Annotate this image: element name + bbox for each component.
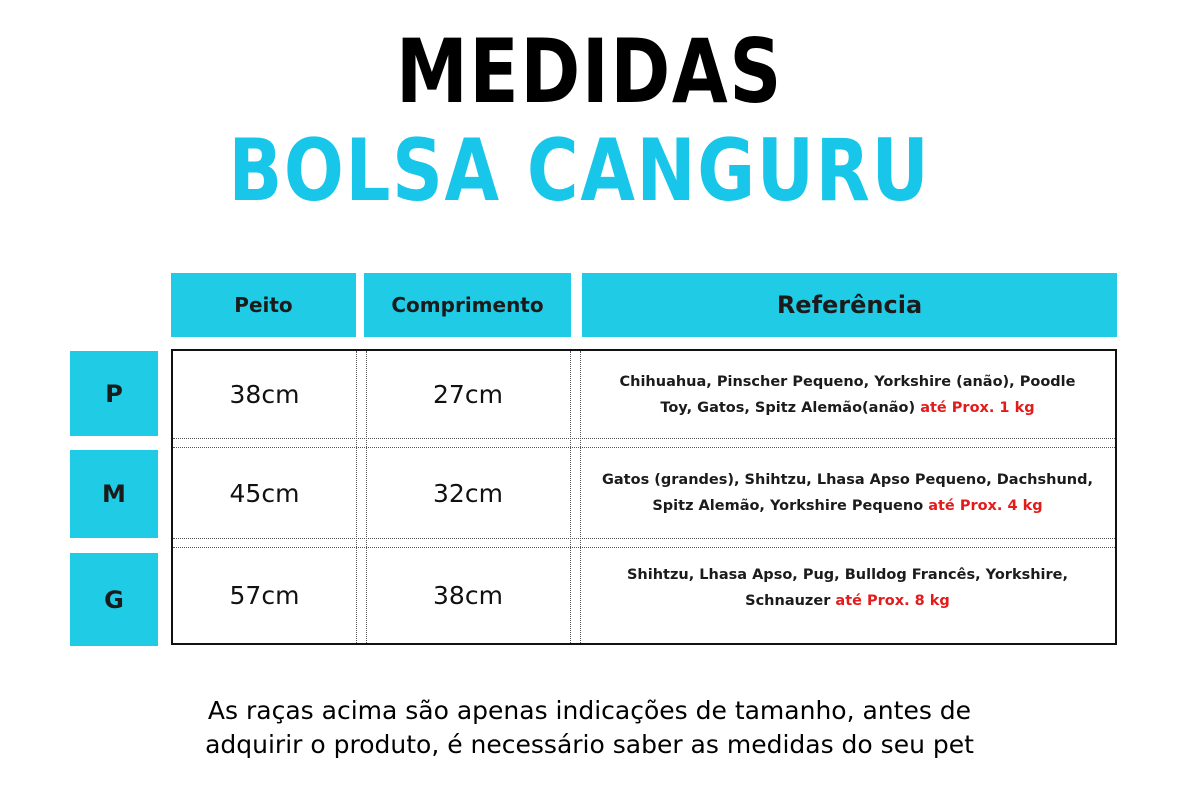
weight-limit: até Prox. 8 kg <box>835 593 950 609</box>
referencia-text: Toy, Gatos, Spitz Alemão(anão) <box>660 399 921 416</box>
size-label-g: G <box>70 553 158 646</box>
header-peito: Peito <box>171 273 356 337</box>
referencia-text: Chihuahua, Pinscher Pequeno, Yorkshire (anão), Poodle <box>619 373 1076 390</box>
cell-referencia <box>580 548 1115 628</box>
cell-comprimento: 38cm <box>433 581 503 610</box>
title-bolsa-canguru: BOLSA CANGURU <box>228 121 931 221</box>
disclaimer-line: As raças acima são apenas indicações de tamanho, antes de <box>207 696 972 725</box>
disclaimer-line: adquirir o produto, é necessário saber as medidas do seu pet <box>205 730 974 759</box>
row-divider <box>173 538 1115 548</box>
weight-limit: até Prox. 4 kg <box>928 498 1043 514</box>
cell-referencia <box>580 351 1115 438</box>
title-medidas: MEDIDAS <box>395 20 784 123</box>
weight-limit: até Prox. 1 kg <box>920 399 1035 416</box>
cell-peito: 57cm <box>229 581 300 610</box>
disclaimer-text <box>0 694 1179 762</box>
column-divider <box>356 351 357 643</box>
column-divider <box>570 351 571 643</box>
cell-referencia <box>580 448 1115 538</box>
referencia-text: Schnauzer <box>745 593 836 609</box>
cell-peito: 45cm <box>229 478 300 508</box>
referencia-text: Gatos (grandes), Shihtzu, Lhasa Apso Pequeno, Dachshund, <box>602 472 1093 488</box>
cell-comprimento: 32cm <box>433 478 503 508</box>
header-comprimento: Comprimento <box>364 273 571 337</box>
measurement-table <box>171 349 1117 645</box>
cell-peito: 38cm <box>229 380 300 409</box>
row-divider <box>173 438 1115 448</box>
cell-comprimento: 27cm <box>433 380 503 409</box>
referencia-text: Spitz Alemão, Yorkshire Pequeno <box>652 498 929 514</box>
size-label-p: P <box>70 351 158 436</box>
header-referencia: Referência <box>582 273 1117 337</box>
referencia-text: Shihtzu, Lhasa Apso, Pug, Bulldog Francês, Yorkshire, <box>626 567 1069 583</box>
size-label-m: M <box>70 450 158 538</box>
